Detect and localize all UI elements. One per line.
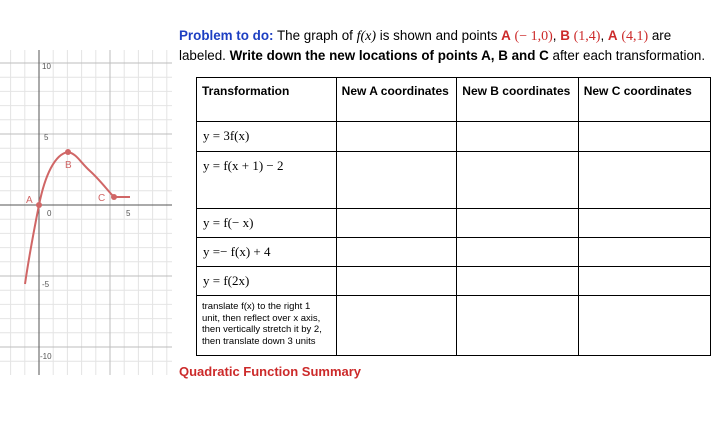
answer-cell-b[interactable]: [457, 209, 578, 238]
transformation-cell: y = f(− x): [197, 209, 337, 238]
tick-label-y5: 5: [44, 133, 49, 142]
label-a: A: [26, 195, 33, 206]
answer-cell-a[interactable]: [336, 238, 457, 267]
point-c-coord: (4,1): [621, 29, 649, 44]
answer-cell-a[interactable]: [336, 296, 457, 356]
header-new-c: New C coordinates: [578, 78, 710, 122]
header-new-a: New A coordinates: [336, 78, 457, 122]
answer-cell-c[interactable]: [578, 122, 710, 152]
problem-text-5: after each transformation.: [548, 48, 706, 63]
table-row: [197, 122, 711, 152]
table-row: [197, 296, 711, 356]
point-b-label: B: [560, 28, 570, 43]
problem-text-4: labeled.: [179, 48, 230, 63]
answer-cell-a[interactable]: [336, 152, 457, 209]
f-curve: [25, 152, 130, 284]
point-b-coord: (1,4): [573, 29, 601, 44]
answer-cell-c[interactable]: [578, 152, 710, 209]
answer-cell-c[interactable]: [578, 209, 710, 238]
transformation-cell: translate f(x) to the right 1 unit, then reflect over x axis, then vertically stretch it by 2, then translate down 3 units: [197, 296, 337, 356]
table-header-row: [197, 78, 711, 122]
answer-cell-a[interactable]: [336, 209, 457, 238]
answer-cell-a[interactable]: [336, 267, 457, 296]
tick-label-y10: 10: [42, 62, 51, 71]
table-row: [197, 267, 711, 296]
answer-cell-b[interactable]: [457, 152, 578, 209]
label-b: B: [65, 160, 72, 171]
table-row: [197, 209, 711, 238]
table-row: [197, 238, 711, 267]
answer-cell-a[interactable]: [336, 122, 457, 152]
point-a: [36, 202, 42, 208]
answer-cell-b[interactable]: [457, 122, 578, 152]
tick-label-x5: 5: [126, 209, 131, 218]
problem-text-3: are: [648, 28, 672, 43]
problem-text-1: The graph of: [273, 28, 357, 43]
tick-label-yneg5: -5: [42, 280, 50, 289]
fx-symbol: f(x): [356, 29, 377, 44]
point-b: [65, 149, 71, 155]
transformation-cell: y =− f(x) + 4: [197, 238, 337, 267]
transformation-cell: y = f(2x): [197, 267, 337, 296]
answer-cell-c[interactable]: [578, 296, 710, 356]
grid-major: [0, 50, 172, 375]
transformation-cell: y = f(x + 1) − 2: [197, 152, 337, 209]
point-c-label: A: [607, 28, 618, 43]
table-row: [197, 152, 711, 209]
grid-minor: [0, 50, 172, 375]
answer-cell-c[interactable]: [578, 238, 710, 267]
point-a-label: A: [501, 28, 511, 43]
problem-lead: Problem to do:: [179, 28, 274, 43]
answer-cell-b[interactable]: [457, 296, 578, 356]
answer-cell-b[interactable]: [457, 238, 578, 267]
header-transformation: Transformation: [197, 78, 337, 122]
quadratic-summary-link[interactable]: Quadratic Function Summary: [179, 364, 362, 379]
function-graph: [0, 50, 175, 375]
tick-label-yneg10: -10: [40, 352, 52, 361]
problem-statement: Problem to do: The graph of f(x) is shown and points A (− 1,0), B (1,4), A (4,1) are labeled. Write down the new locations of points A, B and C after each transformation.: [179, 28, 706, 63]
transformation-table: [196, 77, 711, 356]
header-new-b: New B coordinates: [457, 78, 578, 122]
point-c: [111, 194, 117, 200]
answer-cell-b[interactable]: [457, 267, 578, 296]
answer-cell-c[interactable]: [578, 267, 710, 296]
label-c: C: [98, 193, 106, 204]
problem-text-2: is shown and points: [376, 28, 502, 43]
tick-label-origin: 0: [47, 209, 52, 218]
transformation-cell: y = 3f(x): [197, 122, 337, 152]
problem-instruction: Write down the new locations of points A, B and C: [229, 48, 549, 63]
point-a-coord: (− 1,0): [514, 29, 553, 44]
